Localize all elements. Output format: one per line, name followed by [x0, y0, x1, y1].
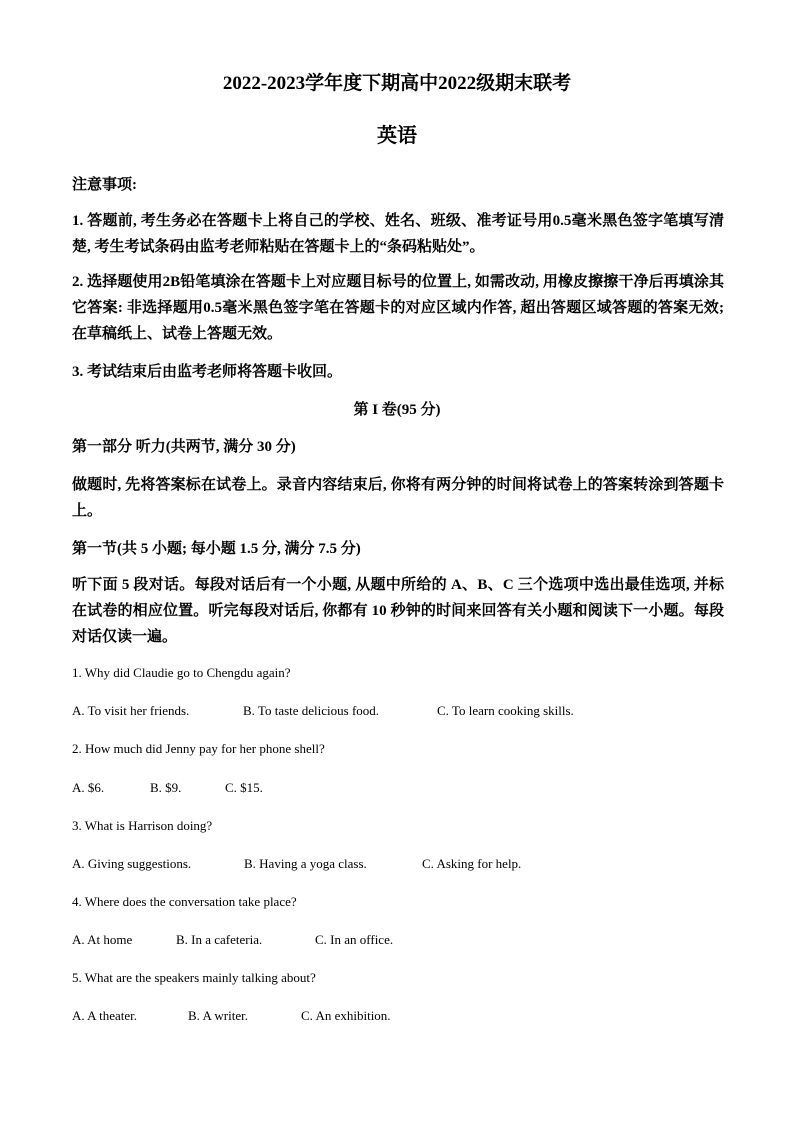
option-a: A. At home [72, 932, 133, 947]
exam-title: 2022-2023学年度下期高中2022级期末联考 [222, 73, 572, 94]
option-c: C. Asking for help. [422, 856, 522, 871]
option-b: B. A writer. [188, 1008, 248, 1023]
question-2-stem: 2. How much did Jenny pay for her phone shell? [72, 741, 325, 756]
volume-heading: 第 I 卷(95 分) [353, 402, 441, 418]
question-4-stem: 4. Where does the conversation take place? [72, 894, 297, 909]
option-b: B. In a cafeteria. [176, 932, 263, 947]
note-item-2: 2. 选择题使用2B铅笔填涂在答题卡上对应题目标号的位置上, 如需改动, 用橡皮擦擦干净后再填涂其它答案: 非选择题用0.5毫米黑色签字笔在答题卡的对应区域内作答, 超出答题区域答题的答案无效; 在草稿纸上、试卷上答题无效。 [72, 274, 724, 342]
option-c: C. $15. [225, 780, 263, 795]
section1-instruction: 听下面 5 段对话。每段对话后有一个小题, 从题中所给的 A、B、C 三个选项中选出最佳选项, 并标在试卷的相应位置。听完每段对话后, 你都有 10 秒钟的时间来回答有关小题和阅读下一小题。每段对话仅读一遍。 [72, 577, 724, 645]
question-5-stem: 5. What are the speakers mainly talking about? [72, 970, 316, 985]
option-c: C. To learn cooking skills. [437, 703, 574, 718]
option-a: A. Giving suggestions. [72, 856, 192, 871]
part1-heading: 第一部分 听力(共两节, 满分 30 分) [72, 439, 296, 455]
option-b: B. Having a yoga class. [244, 856, 367, 871]
option-a: A. To visit her friends. [72, 703, 190, 718]
option-a: A. $6. [72, 780, 105, 795]
note-item-1: 1. 答题前, 考生务必在答题卡上将自己的学校、姓名、班级、准考证号用0.5毫米黑色签字笔填写清楚, 考生考试条码由监考老师粘贴在答题卡上的“条码粘贴处”。 [72, 213, 724, 255]
question-3-stem: 3. What is Harrison doing? [72, 818, 213, 833]
note-item-3: 3. 考试结束后由监考老师将答题卡收回。 [72, 364, 343, 380]
option-b: B. To taste delicious food. [243, 703, 380, 718]
notes-heading: 注意事项: [72, 177, 137, 193]
question-1-stem: 1. Why did Claudie go to Chengdu again? [72, 665, 291, 680]
option-c: C. In an office. [315, 932, 394, 947]
option-a: A. A theater. [72, 1008, 137, 1023]
part1-instruction: 做题时, 先将答案标在试卷上。录音内容结束后, 你将有两分钟的时间将试卷上的答案转涂到答题卡上。 [72, 477, 724, 519]
option-b: B. $9. [150, 780, 182, 795]
subject-title: 英语 [377, 125, 417, 147]
option-c: C. An exhibition. [301, 1008, 391, 1023]
section1-heading: 第一节(共 5 小题; 每小题 1.5 分, 满分 7.5 分) [72, 541, 361, 557]
